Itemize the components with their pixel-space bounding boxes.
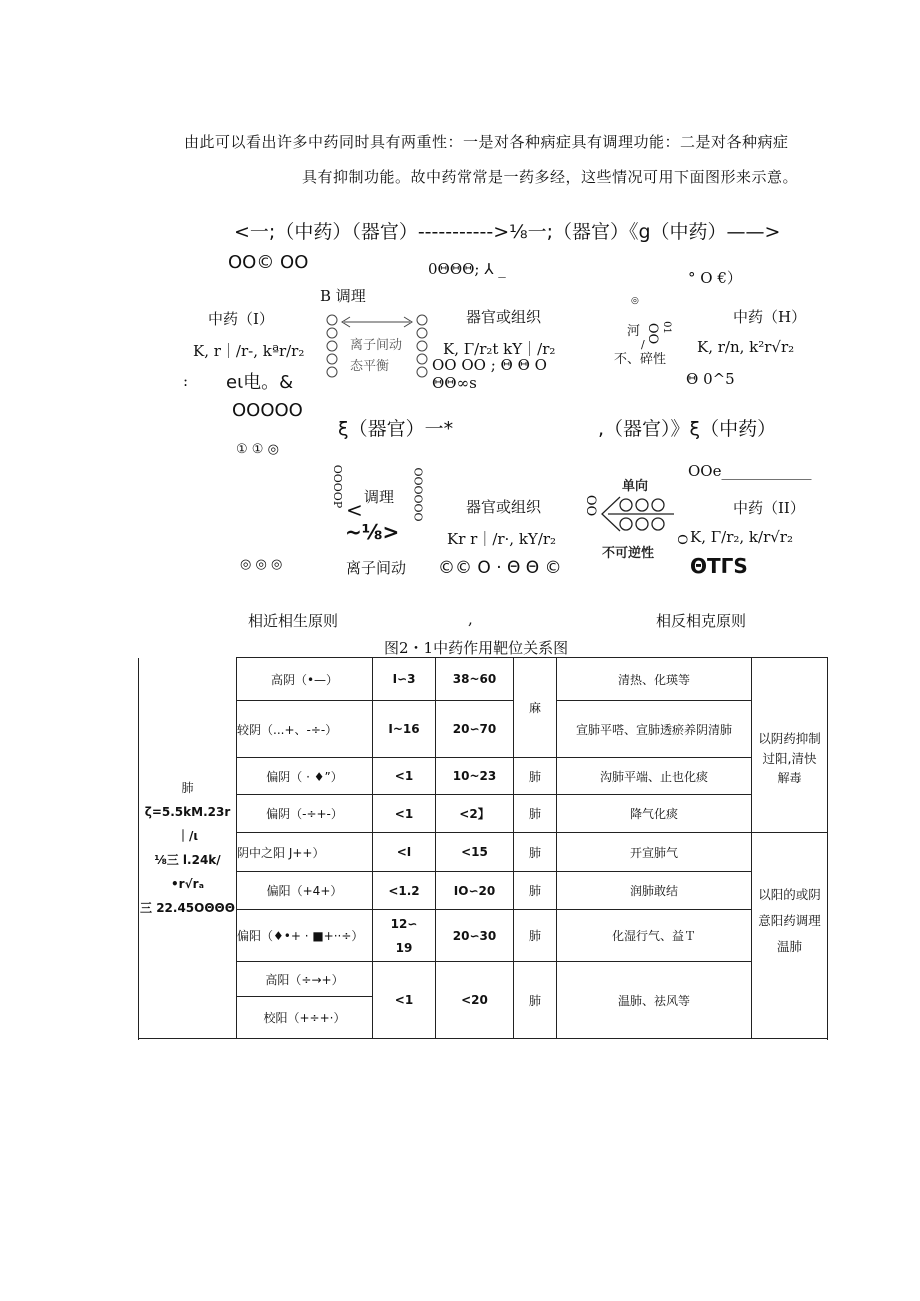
ion-circle xyxy=(417,341,427,351)
symbol-left-1: eι电。& xyxy=(226,372,294,393)
oneway-text-2: 不可逆性 xyxy=(602,546,655,561)
symbol-mid-1a: OO OO ; Θ Θ O xyxy=(432,356,547,374)
ion-circle xyxy=(652,518,664,530)
row1-mid-symbols: 0ΘΘΘ; ⅄ _ xyxy=(428,260,506,278)
ion-circle xyxy=(636,518,648,530)
cell-nature: 阴中之阳 J++） xyxy=(237,833,373,872)
cell-value-b: 38~60 xyxy=(436,658,514,701)
symbol-left-4: ◎ ◎ ◎ xyxy=(240,557,283,572)
herb-label-h: 中药（H） xyxy=(733,308,807,326)
formula-mid-1: K, Γ/r₂t kY｜/r₂ xyxy=(443,340,556,358)
cell-value-a: <1 xyxy=(373,795,436,833)
principle-comma: , xyxy=(468,610,473,628)
ion-circle xyxy=(417,367,427,377)
cell-effect-top: 以阴药抑制 过阳,清快 xyxy=(752,658,828,795)
organ-cell: 肺 ζ=5.5kM.23r｜/ι ⅛三 l.24k/•r√rₐ 三 22.45OΘΘΘ xyxy=(139,658,237,1039)
cell-value-a: I~16 xyxy=(373,701,436,758)
row1-right-symbols: ° O €） xyxy=(688,269,742,287)
top-formula: <一;（中药）（器官）----------->⅛一;（器官）《g（中药）——> xyxy=(234,221,781,243)
formula-right-1: K, r/n, k²r√r₂ xyxy=(697,338,795,356)
symbol-mid-1b: ΘΘ∞s xyxy=(432,374,477,392)
cell-function: 沟肺平端、止也化痰 xyxy=(557,758,752,795)
pic3-side-2: O xyxy=(673,534,689,545)
symbol-left-colon: : xyxy=(183,372,189,390)
ion-circle xyxy=(327,328,337,338)
ion-circle xyxy=(620,499,632,511)
cell-value-b: <20 xyxy=(436,962,514,1039)
ion-text-2: 态平衡 xyxy=(350,359,390,374)
herb-label-1: 中药（I） xyxy=(208,310,274,328)
fraction-symbol: ~⅛> xyxy=(345,520,400,544)
cell-function: 宣肺平嗒、宣肺透瘀养阴清肺 xyxy=(557,701,752,758)
cell-meridian: 麻 xyxy=(514,658,557,758)
ion-circle xyxy=(417,328,427,338)
ion-circle xyxy=(327,367,337,377)
principle-left: 相近相生原则 xyxy=(248,612,339,630)
table-row xyxy=(139,910,828,962)
cell-nature: 高阳（÷→+） xyxy=(237,962,373,997)
ion-text-1: 离子间动 xyxy=(350,338,403,353)
cell-meridian: 肺 xyxy=(514,833,557,872)
formula-mid-2: Kr r｜/r·, kY/r₂ xyxy=(447,530,557,548)
cell-nature: 偏阳（+4+） xyxy=(237,872,373,910)
oneway-text-1: 单向 xyxy=(622,479,649,494)
figure-caption: 图2・1中药作用靶位关系图 xyxy=(384,639,569,657)
vertical-mid-symbols: OOOOOO xyxy=(411,467,425,522)
cell-function: 清热、化瑛等 xyxy=(557,658,752,701)
cell-nature: 偏阴（-÷+-） xyxy=(237,795,373,833)
cell-value-b: <15 xyxy=(436,833,514,872)
table-row xyxy=(139,658,828,701)
ion-circle xyxy=(417,315,427,325)
ion-circle xyxy=(652,499,664,511)
herb-table xyxy=(138,657,828,1039)
row1-left-symbols: OO© OO xyxy=(228,252,309,273)
cell-meridian: 肺 xyxy=(514,758,557,795)
formula-right-2: K, Γ/r₂, k/r√r₂ xyxy=(690,528,793,546)
pic2-side-4: 不、碎性 xyxy=(614,352,667,367)
ion-circle xyxy=(327,341,337,351)
pic2-side-1: 河 xyxy=(627,324,641,339)
ion-label-2: 离子间动 xyxy=(346,559,407,577)
symbol-right-1: Θ 0^5 xyxy=(686,370,735,388)
pic2-side-2: OO xyxy=(645,322,661,345)
ion-circle xyxy=(327,315,337,325)
principle-right: 相反相克原则 xyxy=(656,612,747,630)
pic2-mark: ◎ xyxy=(631,296,639,306)
ion-circle xyxy=(636,499,648,511)
pic2-slash: / xyxy=(641,338,645,351)
symbol-mid-4: ©© O · Θ Θ © xyxy=(438,558,562,578)
table-row xyxy=(139,758,828,795)
cell-nature: 偏阳（♦•+ · ■+··÷） xyxy=(237,910,373,962)
ion-circle xyxy=(327,354,337,364)
ion-circle xyxy=(417,354,427,364)
cell-effect-bottom: 以阳的或阴 意阳药调理 温肺 xyxy=(752,833,828,1039)
symbol-right-4: ΘTΓS xyxy=(690,554,748,578)
paragraph-line-1: 由此可以看出许多中药同时具有两重性：一是对各种病症具有调理功能：二是对各种病症 xyxy=(184,133,789,151)
cell-meridian: 肺 xyxy=(514,910,557,962)
cell-value-a: <1 xyxy=(373,758,436,795)
ion-equilibrium-figure xyxy=(324,312,430,380)
pic2-side-3: 01 xyxy=(660,321,672,334)
cell-function: 降气化痰 xyxy=(557,795,752,833)
tiaoli-label-1: B 调理 xyxy=(320,287,366,305)
cell-value-b: 20∽70 xyxy=(436,701,514,758)
cell-nature: 高阴（•—） xyxy=(237,658,373,701)
organ-label-1: 器官或组织 xyxy=(466,308,542,326)
cell-value-a: <1.2 xyxy=(373,872,436,910)
formula-left-1: K, r｜/r-, kªr/r₂ xyxy=(193,342,305,360)
cell-value-a: 12∽ 19 xyxy=(373,910,436,962)
ion-circle xyxy=(620,518,632,530)
cell-nature: 较阴（...+、-÷-） xyxy=(237,701,373,758)
symbol-left-2: OOOOO xyxy=(232,400,303,421)
pic3-side-1: OO xyxy=(583,494,599,517)
table-row xyxy=(139,962,828,997)
cell-nature: 校阳（+÷+·） xyxy=(237,997,373,1039)
herb-label-2: 中药（II） xyxy=(733,499,805,517)
organ-formula-left: ξ（器官）一* xyxy=(338,418,454,440)
table-row xyxy=(139,795,828,833)
cell-function: 开宣肺气 xyxy=(557,833,752,872)
cell-meridian: 肺 xyxy=(514,795,557,833)
table-row xyxy=(139,872,828,910)
cell-value-b: 20∽30 xyxy=(436,910,514,962)
arrow-symbol: < xyxy=(346,498,363,522)
cell-meridian: 肺 xyxy=(514,872,557,910)
cell-value-a: <1 xyxy=(373,962,436,1039)
cell-function: 温肺、祛风等 xyxy=(557,962,752,1039)
cell-value-b: 10~23 xyxy=(436,758,514,795)
cell-value-a: I∽3 xyxy=(373,658,436,701)
vertical-left-symbols: OOOOP xyxy=(331,464,345,509)
table-row xyxy=(139,833,828,872)
cell-function: 化湿行气、益Ｔ xyxy=(557,910,752,962)
cell-nature: 偏阴（ · ♦”） xyxy=(237,758,373,795)
cell-value-b: IO∽20 xyxy=(436,872,514,910)
cell-value-b: <2】 xyxy=(436,795,514,833)
cell-function: 润肺敢结 xyxy=(557,872,752,910)
organ-formula-right: ,（器官）》ξ（中药） xyxy=(598,418,777,440)
symbol-right-3: OOe____________ xyxy=(688,462,812,480)
cell-value-a: <I xyxy=(373,833,436,872)
cell-effect-mid: 解毒 xyxy=(752,795,828,833)
organ-label-2: 器官或组织 xyxy=(466,498,542,516)
one-way-figure xyxy=(598,472,678,564)
paragraph-line-2: 具有抑制功能。故中药常常是一药多经，这些情况可用下面图形来示意。 xyxy=(302,168,799,186)
tiaoli-label-2: 调理 xyxy=(364,488,395,506)
symbol-left-3: ① ① ◎ xyxy=(236,442,279,457)
table-row xyxy=(139,701,828,758)
cell-meridian: 肺 xyxy=(514,962,557,1039)
